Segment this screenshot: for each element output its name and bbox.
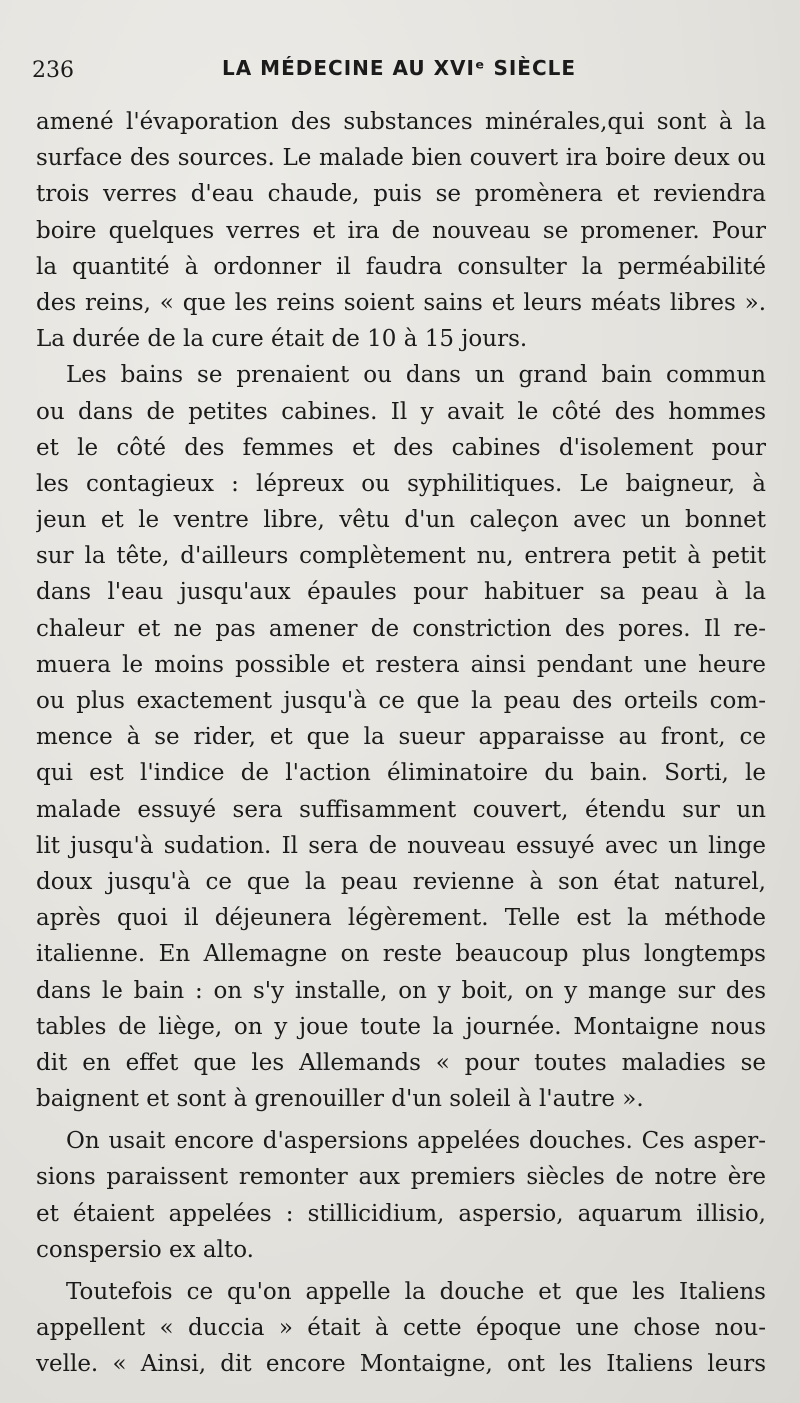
page-header (32, 52, 772, 92)
text-line: les contagieux : lépreux ou syphilitiques. Le baigneur, à (36, 470, 766, 497)
text-line: amené l'évaporation des substances minérales,qui sont à la (36, 109, 766, 135)
text-line: doux jusqu'à ce que la peau revienne à son état naturel, (36, 868, 766, 895)
paragraph-1 (36, 104, 766, 357)
text-line: et le côté des femmes et des cabines d'isolement pour (36, 434, 766, 461)
text-line: des reins, « que les reins soient sains et leurs méats libres ». (36, 289, 766, 316)
text-line: après quoi il déjeunera légèrement. Telle est la méthode (36, 905, 766, 932)
text-line: baignent et sont à grenouiller d'un soleil à l'autre ». (36, 1086, 644, 1113)
text-line: trois verres d'eau chaude, puis se promènera et reviendra (36, 181, 766, 208)
text-line: Toutefois ce qu'on appelle la douche et que les Italiens (66, 1279, 766, 1305)
running-title: LA MÉDECINE AU XVIᵉ SIÈCLE (222, 56, 577, 80)
text-line: dans l'eau jusqu'aux épaules pour habituer sa peau à la (36, 579, 766, 606)
text-line: malade essuyé sera suffisamment couvert, étendu sur un (36, 796, 766, 823)
text-line: muera le moins possible et restera ainsi pendant une heure (36, 651, 766, 678)
text-line: conspersio ex alto. (36, 1236, 254, 1263)
text-line: Les bains se prenaient ou dans un grand bain commun (66, 362, 766, 389)
text-line: la quantité à ordonner il faudra consulter la perméabilité (36, 253, 766, 280)
text-line: et étaient appelées : stillicidium, aspersio, aquarum illisio, (36, 1200, 766, 1227)
text-line: ou dans de petites cabines. Il y avait le côté des hommes (36, 398, 766, 425)
text-line: appellent « duccia » était à cette époque une chose nou- (36, 1315, 766, 1342)
text-line: qui est l'indice de l'action éliminatoire du bain. Sorti, le (36, 760, 766, 787)
text-line: dans le bain : on s'y installe, on y boit, on y mange sur des (36, 977, 766, 1004)
text-line: italienne. En Allemagne on reste beaucoup plus longtemps (36, 941, 766, 968)
text-line: ou plus exactement jusqu'à ce que la peau des orteils com- (36, 688, 766, 714)
text-line: sur la tête, d'ailleurs complètement nu, entrera petit à petit (36, 543, 766, 570)
text-line: tables de liège, on y joue toute la journée. Montaigne nous (36, 1013, 766, 1040)
text-line: jeun et le ventre libre, vêtu d'un caleçon avec un bonnet (36, 507, 766, 534)
text-line: lit jusqu'à sudation. Il sera de nouveau essuyé avec un linge (36, 832, 766, 859)
text-line: surface des sources. Le malade bien couvert ira boire deux ou (36, 145, 766, 172)
text-line: sions paraissent remonter aux premiers siècles de notre ère (36, 1164, 766, 1191)
text-line: La durée de la cure était de 10 à 15 jours. (36, 326, 528, 353)
text-line: chaleur et ne pas amener de constriction des pores. Il re- (36, 615, 766, 642)
text-line: boire quelques verres et ira de nouveau se promener. Pour (36, 217, 766, 244)
text-line: velle. « Ainsi, dit encore Montaigne, ont les Italiens leurs (36, 1351, 766, 1378)
text-line: mence à se rider, et que la sueur apparaisse au front, ce (36, 724, 766, 751)
page-number: 236 (32, 58, 74, 83)
paragraph-2 (36, 357, 766, 1117)
text-line: dit en effet que les Allemands « pour toutes maladies se (36, 1049, 766, 1076)
text-line: On usait encore d'aspersions appelées douches. Ces asper- (66, 1128, 766, 1155)
paragraph-4 (36, 1274, 766, 1383)
body-text (36, 104, 766, 1383)
paragraph-3 (36, 1123, 766, 1268)
